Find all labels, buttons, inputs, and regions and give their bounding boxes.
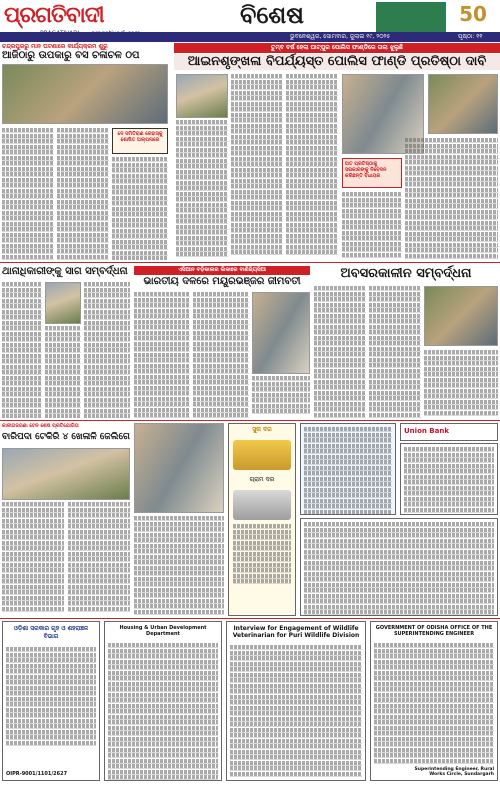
- top-photo-portrait: [176, 74, 228, 118]
- top-kicker-bar: ତୁମ୍ବ ବର୍ଷ ହେଲା ଘାଟ୍‌ପୁର ପୋଲିସ ଫାଣ୍ଡିରେ ତାଲା ଝୁଲୁଛି: [174, 43, 500, 53]
- tender-notice: [300, 518, 498, 616]
- center-body-col3: [252, 376, 310, 418]
- anniversary-badge: 50: [459, 2, 487, 26]
- center-body-col1: [134, 292, 190, 418]
- left-body-col2: [57, 128, 109, 260]
- weather-panel: [300, 423, 396, 515]
- left-body-col3: [112, 157, 168, 260]
- section-divider-3: [0, 618, 500, 619]
- eprocurement-notice: [370, 621, 498, 781]
- housing-notice-title: Housing & Urban Development Department: [119, 625, 207, 637]
- govt-notice-left: [2, 621, 100, 781]
- rate-list: [233, 524, 291, 594]
- bottomleft-kicker: କାଳୀଗଜଗଣା ଟେନ ଶେଷ ପ୍ରତିଯୋଗିତା: [2, 423, 79, 429]
- bottomleft-headline: ବାରିପଦା ଟେକିରି ୪ ଖେଳାଳି ଜେଲିଗେ: [2, 432, 130, 442]
- housing-notice: [104, 621, 222, 781]
- midleft-headline: ଥାନାଧିକାରୀଙ୍କୁ ସାଗ ସମ୍ବର୍ଦ୍ଧନା: [2, 266, 128, 277]
- center-kicker: ଏସିଆନ ବଡ଼ିକାଲର ଲିକାରେ ବାଣିଜ୍ୟିସିଆ: [134, 266, 310, 275]
- silver-coin-icon: [233, 490, 291, 520]
- right-photo: [424, 286, 498, 346]
- section-divider-2: [0, 420, 500, 421]
- gold-rate-panel: [228, 423, 296, 616]
- gold-rate-title: ସୁନା ଦର: [252, 426, 272, 433]
- govt-notice-left-title: ଓଡ଼ିଶା ସରକାର ଗୃହ ଓ ଶହରାଞ୍ଚଳ ବିଭାଗ: [13, 625, 89, 640]
- top-photo-right: [428, 74, 498, 134]
- right-headline: ଅବସରକାଳୀନ ସମ୍ବର୍ଦ୍ଧନା: [340, 266, 472, 281]
- dateline-text: ଭୁବନେଶ୍ୱର, ସୋମବାର, ଜୁଲାଇ ୧୯, ୨୦୨୫: [290, 33, 391, 40]
- interview-notice-title: Interview for Engagement of Wildlife Veterinarian for Puri Wildlife Division: [232, 625, 360, 639]
- top-body-col5: [405, 138, 498, 260]
- top-body-col4: [342, 192, 402, 260]
- dateline-bar: [0, 32, 500, 42]
- top-quote-box: ଅତ ପ୍ରତିଷ୍ଠାକୁ ସରକାରଙ୍କୁ ନିବେଦନ କରିଛନ୍ତି ବିଧାୟକ: [342, 158, 402, 188]
- left-subbox: ଦେ ସମିତିରାଣ ରେହାସ୍କୁ ଶୋଷିତ ଅଲ୍ପନାରେ: [112, 128, 168, 154]
- interview-notice: [226, 621, 366, 781]
- left-headline: ଆଜିଠାରୁ ଉପକାରୁ ବସ ଚଳାଚଳ ଠପ: [2, 50, 140, 61]
- top-body-col3: [286, 74, 338, 260]
- eproc-title: GOVERNMENT OF ODISHA OFFICE OF THE SUPERINTENDING ENGINEER: [375, 625, 493, 637]
- midleft-body-col2: [45, 326, 81, 418]
- bottomleft-body-col2: [68, 502, 130, 614]
- right-body-col1: [314, 286, 366, 418]
- weather-text: [301, 424, 395, 515]
- midleft-photo: [45, 282, 81, 324]
- top-body-col2: [231, 74, 283, 260]
- midleft-body-col3: [84, 282, 130, 418]
- left-body-col1: [2, 128, 54, 260]
- center-body-col2: [193, 292, 249, 418]
- page-number: ପୃଷ୍ଠା: ୧୧: [458, 33, 483, 40]
- gold-coin-icon: [233, 440, 291, 470]
- section-title: ବିଶେଷ: [240, 0, 304, 29]
- middle-photo: [134, 423, 224, 513]
- silver-rate-title: ଗ୍ରାମ ଦର: [249, 476, 275, 483]
- left-photo: [2, 64, 168, 124]
- right-body-col3: [424, 350, 498, 418]
- bottomleft-body-col1: [2, 502, 64, 614]
- midleft-body-col1: [2, 282, 42, 418]
- union-bank-label: Union Bank: [404, 427, 449, 435]
- right-body-col2: [369, 286, 421, 418]
- govt-notice-left-code: OIPR-9001/1101/2627: [6, 771, 68, 777]
- union-bank-ad: [400, 423, 498, 441]
- middle-body: [134, 516, 224, 616]
- center-photo: [252, 292, 310, 374]
- bottomleft-photo: [2, 448, 130, 500]
- top-headline: ଆଇନଶୃଙ୍ଖଳା ବିପର୍ଯ୍ୟସ୍ତ ପୋଲିସ ଫାଣ୍ଡି ପ୍ରତିଷ୍ଠା ଦାବି: [174, 54, 500, 70]
- eproc-signature: Superintending Engineer, Rural Works Circle, Sundargarh: [414, 767, 494, 777]
- center-headline: ଭାରତୀୟ ଦଳରେ ମୟୂରଭଞ୍ଜର ଜୀମବତୀ: [143, 276, 301, 287]
- union-bank-notice: [400, 443, 498, 515]
- left-kicker: ଚନ୍ଦ୍ରପୁରରୁ ମାନ ଘଟଣାରେ କାର୍ଯ୍ୟକ୍ରମ ଶୁରୁ: [2, 43, 108, 50]
- section-divider: [0, 262, 500, 263]
- newspaper-logo: ପ୍ରଗତିବାଦୀ: [4, 2, 104, 28]
- header-ad: [376, 2, 446, 32]
- top-body-col1: [176, 120, 228, 260]
